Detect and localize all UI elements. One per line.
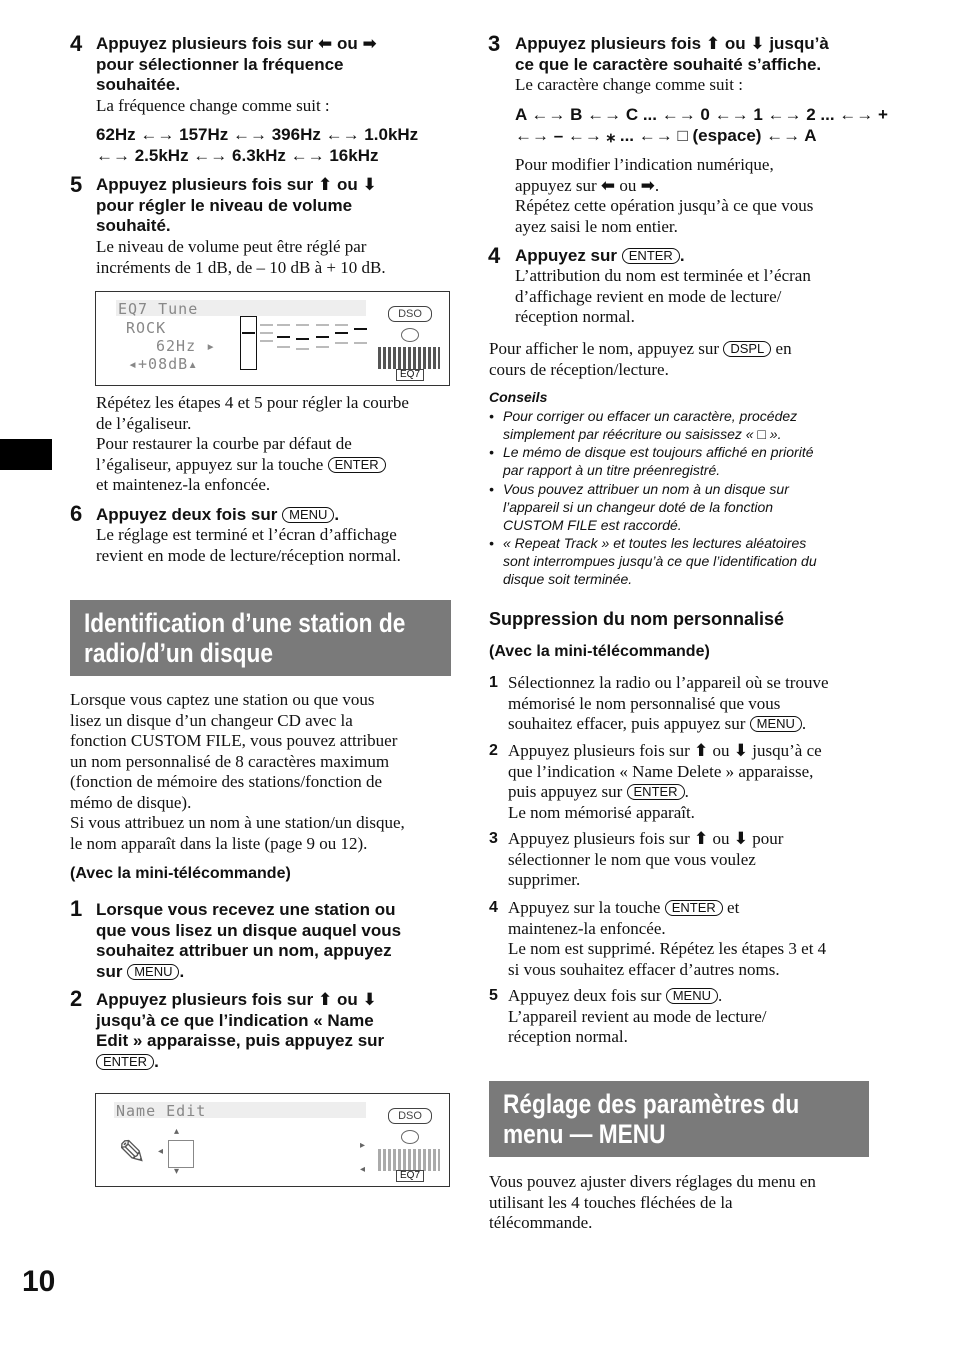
tip-3: Vous pouvez attribuer un nom à un disque sur l’appareil si un changeur doté de la fonction CUSTOM FILE est raccordé. (503, 481, 789, 533)
step-number: 6 (70, 501, 83, 526)
step-number: 3 (488, 31, 501, 56)
pencil-icon: ✎ (118, 1133, 147, 1173)
step-number: 4 (70, 31, 83, 56)
arrow-up-icon: ⬆ (318, 990, 333, 1010)
char-step3-title: Appuyez plusieurs fois ⬆ ou ⬇ jusqu’à ce que le caractère souhaité s’affiche. (515, 34, 829, 74)
delete-step3: Appuyez plusieurs fois sur ⬆ ou ⬇ pour sélectionner le nom que vous voulez supprimer. (508, 829, 784, 889)
arrow-left-icon: ⬅ (600, 175, 616, 196)
tip-bullet: • (489, 408, 494, 424)
arrow-up-icon: ⬆ (694, 829, 709, 849)
step-number: 4 (489, 899, 498, 916)
char-step4-body: L’attribution du nom est terminée et l’écran d’affichage revient en mode de lecture/ réception normal. (515, 266, 811, 326)
arrow-down-icon: ⬇ (362, 990, 377, 1010)
name-step2-title: Appuyez plusieurs fois sur ⬆ ou ⬇ jusqu’à ce que l’indication « Name Edit » apparaisse, puis appuyez sur ENTER . (96, 990, 385, 1071)
step4-title: Appuyez plusieurs fois sur ⬅ ou ➡ pour sélectionner la fréquence souhaitée. (96, 34, 377, 94)
spectrum-icon (378, 1149, 440, 1171)
cursor-box (168, 1140, 194, 1168)
enter-key: ENTER (96, 1054, 154, 1070)
step6-title: Appuyez deux fois sur MENU . (96, 505, 340, 524)
enter-key: ENTER (622, 248, 680, 264)
char-step4-title: Appuyez sur ENTER . (515, 246, 685, 265)
arrow-down-icon: ⬇ (733, 829, 749, 849)
enter-key: ENTER (328, 457, 386, 473)
step6-body: Le réglage est terminé et l’écran d’affichage revient en mode de lecture/réception normal. (96, 525, 401, 565)
cursor-up-icon: ▴ (174, 1126, 180, 1137)
page-number: 10 (22, 1265, 56, 1298)
eq7-badge: EQ7 (396, 1170, 424, 1182)
cursor-down-icon: ▾ (174, 1166, 180, 1177)
step5-title: Appuyez plusieurs fois sur ⬆ ou ⬇ pour régler le niveau de volume souhaité. (96, 175, 377, 235)
frequency-sequence: 62Hz ←→ 157Hz ←→ 396Hz ←→ 1.0kHz ←→ 2.5kHz ←→ 6.3kHz ←→ 16kHz (96, 125, 419, 165)
tip-bullet: • (489, 535, 494, 551)
delete-step4: Appuyez sur la touche ENTER et maintenez-la enfoncée. Le nom est supprimé. Répétez les étapes 3 et 4 si vous souhaitez effacer d’autres noms. (508, 898, 827, 979)
step-number: 5 (70, 172, 83, 197)
char-step3-body: Le caractère change comme suit : (515, 75, 743, 94)
step4-body: La fréquence change comme suit : (96, 96, 330, 115)
lcd-line3: 62Hz ▸ (156, 337, 217, 355)
cursor-left-icon: ◂ (158, 1146, 164, 1157)
step5-body: Le niveau de volume peut être réglé par incréments de 1 dB, de – 10 dB à + 10 dB. (96, 237, 386, 277)
tip-1: Pour corriger ou effacer un caractère, procédez simplement par réécriture ou saisissez « □ ». (503, 408, 798, 442)
arrow-left-icon: ⬅ (318, 34, 333, 54)
intro-paragraph: Lorsque vous captez une station ou que vous lisez un disque d’un changeur CD avec la fonction CUSTOM FILE, vous pouvez attribuer un nom personnalisé de 8 caractères maximum (fonction de mémoire des stations/fonction de mémo de disque). Si vous attribuez un nom à une station/un disque, le nom apparaît dans la liste (page 9 ou 12). (70, 690, 405, 853)
dspl-key: DSPL (723, 341, 771, 357)
lcd-line4: ◂+08dB▴ (128, 355, 199, 373)
section-banner-identification: Identification d’une station de radio/d’un disque (70, 600, 451, 676)
menu-key: MENU (127, 964, 179, 980)
disc-icon (401, 328, 419, 342)
step-number: 1 (489, 674, 498, 691)
tip-bullet: • (489, 444, 494, 460)
lcd-display-eq (95, 291, 450, 386)
eq-graph (236, 314, 366, 374)
step-number: 2 (489, 742, 498, 759)
enter-key: ENTER (627, 784, 685, 800)
lcd-line1: EQ7 Tune (118, 300, 199, 318)
step-number: 2 (70, 986, 83, 1011)
subsection-heading: Suppression du nom personnalisé (489, 609, 785, 629)
tip-4: « Repeat Track » et toutes les lectures aléatoires sont interrompues jusqu’à ce que l’identification du disque soit terminée. (503, 535, 817, 587)
lcd-line1: Name Edit (116, 1102, 207, 1120)
arrow-down-icon: ⬇ (750, 34, 765, 54)
section-tab-marker (0, 439, 52, 470)
lcd-display-name-edit (95, 1093, 450, 1187)
step-number: 5 (489, 987, 498, 1004)
menu-key: MENU (282, 507, 334, 523)
delete-step5: Appuyez deux fois sur MENU . L’appareil revient au mode de lecture/ réception normal. (508, 986, 767, 1046)
cursor-enter-icon: ◂ (360, 1164, 366, 1175)
step-number: 3 (489, 830, 498, 847)
dso-badge: DSO (388, 306, 432, 322)
menu-intro: Vous pouvez ajuster divers réglages du menu en utilisant les 4 touches fléchées de la télécommande. (489, 1172, 816, 1232)
dso-badge: DSO (388, 1108, 432, 1124)
section-banner-menu: Réglage des paramètres du menu — MENU (489, 1081, 869, 1157)
tips-title: Conseils (489, 389, 548, 405)
menu-key: MENU (666, 988, 718, 1004)
step-number: 1 (70, 896, 83, 921)
eq7-badge: EQ7 (396, 369, 424, 381)
tip-bullet: • (489, 481, 494, 497)
tip-2: Le mémo de disque est toujours affiché en priorité par rapport à un titre préenregistré. (503, 444, 814, 478)
arrow-down-icon: ⬇ (733, 741, 749, 761)
enter-key: ENTER (665, 900, 723, 916)
arrow-up-icon: ⬆ (694, 741, 709, 761)
disc-icon (401, 1130, 419, 1144)
show-name-paragraph: Pour afficher le nom, appuyez sur DSPL en cours de réception/lecture. (489, 339, 792, 379)
remote-note: (Avec la mini-télécommande) (70, 865, 291, 882)
char-step3-note: Pour modifier l’indication numérique, appuyez sur ⬅ ou ➡. Répétez cette opération jusqu’à ce que vous ayez saisi le nom entier. (515, 155, 814, 236)
character-sequence: A ←→ B ←→ C ... ←→ 0 ←→ 1 ←→ 2 ... ←→ + ←→ – ←→ ⁎ ... ←→ □ (espace) ←→ A (515, 105, 888, 145)
lcd-line2: ROCK (126, 319, 167, 337)
cursor-right-icon: ▸ (360, 1140, 366, 1151)
arrow-right-icon: ➡ (640, 175, 655, 196)
menu-key: MENU (750, 716, 802, 732)
step-number: 4 (488, 243, 501, 268)
arrow-up-icon: ⬆ (705, 34, 721, 54)
delete-step2: Appuyez plusieurs fois sur ⬆ ou ⬇ jusqu’à ce que l’indication « Name Delete » apparaisse, puis appuyez sur ENTER . Le nom mémorisé apparaît. (508, 741, 822, 822)
arrow-up-icon: ⬆ (318, 175, 333, 195)
arrow-right-icon: ➡ (362, 34, 377, 54)
eq-instructions: Répétez les étapes 4 et 5 pour régler la courbe de l’égaliseur. Pour restaurer la courbe par défaut de l’égaliseur, appuyez sur la touche ENTER et maintenez-la enfoncée. (96, 393, 409, 494)
spectrum-icon (378, 347, 440, 369)
arrow-down-icon: ⬇ (362, 175, 377, 195)
name-step1-title: Lorsque vous recevez une station ou que vous lisez un disque auquel vous souhaitez attribuer un nom, appuyez sur MENU . (96, 900, 402, 981)
remote-note: (Avec la mini-télécommande) (489, 643, 710, 660)
delete-step1: Sélectionnez la radio ou l’appareil où se trouve mémorisé le nom personnalisé que vous souhaitez effacer, puis appuyez sur MENU . (508, 673, 829, 733)
